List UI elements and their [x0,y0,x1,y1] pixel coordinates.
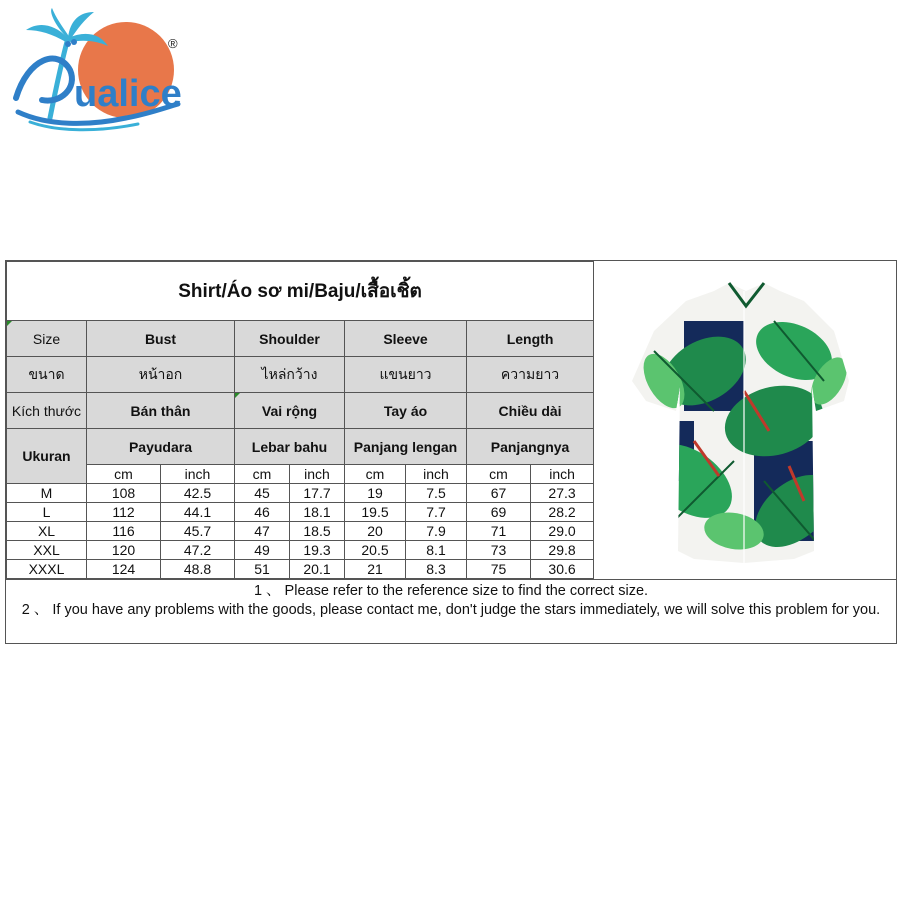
note-1: 1 、 Please refer to the reference size to find the correct size. [253,583,649,599]
size-chart [5,260,897,644]
measure-cell: 124 [87,560,161,579]
header-row-vi [7,393,594,429]
unit-cell: inch [161,465,235,484]
table-row [7,484,594,503]
measure-cell: 17.7 [290,484,345,503]
product-photo [593,261,897,579]
size-label-cell: L [7,503,87,522]
header-length-id: Panjangnya [467,429,594,465]
size-rows [7,484,594,579]
measure-cell: 42.5 [161,484,235,503]
measure-cell: 67 [467,484,531,503]
header-bust-th: หน้าอก [87,357,235,393]
size-label-cell: XL [7,522,87,541]
measure-cell: 7.7 [406,503,467,522]
brand-logo [8,8,188,133]
measure-cell: 27.3 [531,484,594,503]
header-bust-id: Payudara [87,429,235,465]
unit-cell: cm [467,465,531,484]
measure-cell: 116 [87,522,161,541]
unit-cell: cm [235,465,290,484]
unit-cell: inch [406,465,467,484]
measure-cell: 47.2 [161,541,235,560]
measure-cell: 20 [345,522,406,541]
measure-cell: 73 [467,541,531,560]
measure-cell: 8.3 [406,560,467,579]
measure-cell: 120 [87,541,161,560]
header-size-vi: Kích thước [7,393,87,429]
header-shoulder-id: Lebar bahu [235,429,345,465]
size-label-cell: M [7,484,87,503]
note-2: 2 、 If you have any problems with the goods, please contact me, don't judge the stars immediately, we will solve this problem for you. [21,602,881,618]
measure-cell: 30.6 [531,560,594,579]
size-label-cell: XXL [7,541,87,560]
table-row [7,503,594,522]
header-sleeve-vi: Tay áo [345,393,467,429]
measure-cell: 20.5 [345,541,406,560]
measure-cell: 20.1 [290,560,345,579]
measure-cell: 18.5 [290,522,345,541]
header-sleeve: Sleeve [345,321,467,357]
measure-cell: 51 [235,560,290,579]
size-label-cell: XXXL [7,560,87,579]
measure-cell: 47 [235,522,290,541]
notes [6,579,896,643]
measure-cell: 21 [345,560,406,579]
header-bust: Bust [87,321,235,357]
measure-cell: 18.1 [290,503,345,522]
header-shoulder-vi: Vai rộng [235,393,345,429]
header-row-id [7,429,594,465]
header-row-th [7,357,594,393]
table-row [7,522,594,541]
unit-cell: cm [87,465,161,484]
unit-cell: cm [345,465,406,484]
measure-cell: 28.2 [531,503,594,522]
table-row [7,541,594,560]
measure-cell: 71 [467,522,531,541]
measure-cell: 46 [235,503,290,522]
header-length: Length [467,321,594,357]
measure-cell: 48.8 [161,560,235,579]
header-sleeve-id: Panjang lengan [345,429,467,465]
measure-cell: 108 [87,484,161,503]
registered-mark: ® [168,36,178,51]
shirt-illustration [594,261,898,579]
header-shoulder-th: ไหล่กว้าง [235,357,345,393]
measure-cell: 7.5 [406,484,467,503]
header-length-vi: Chiều dài [467,393,594,429]
measure-cell: 45 [235,484,290,503]
measure-cell: 29.0 [531,522,594,541]
header-length-th: ความยาว [467,357,594,393]
table-title: Shirt/Áo sơ mi/Baju/เสื้อเชิ้ต [7,262,594,321]
measure-cell: 49 [235,541,290,560]
header-row-en [7,321,594,357]
table-row [7,560,594,579]
brand-name: ualice [74,73,182,115]
measure-cell: 75 [467,560,531,579]
header-shoulder: Shoulder [235,321,345,357]
measure-cell: 8.1 [406,541,467,560]
measure-cell: 19.5 [345,503,406,522]
measure-cell: 45.7 [161,522,235,541]
header-size-th: ขนาด [7,357,87,393]
measure-cell: 44.1 [161,503,235,522]
measure-cell: 7.9 [406,522,467,541]
unit-cell: inch [290,465,345,484]
header-size: Size [7,321,87,357]
header-bust-vi: Bán thân [87,393,235,429]
measure-cell: 69 [467,503,531,522]
measure-cell: 19.3 [290,541,345,560]
measure-cell: 112 [87,503,161,522]
header-sleeve-th: แขนยาว [345,357,467,393]
unit-row [7,465,594,484]
measure-cell: 19 [345,484,406,503]
unit-cell: inch [531,465,594,484]
size-table [6,261,594,579]
measure-cell: 29.8 [531,541,594,560]
header-size-id: Ukuran [7,429,87,484]
